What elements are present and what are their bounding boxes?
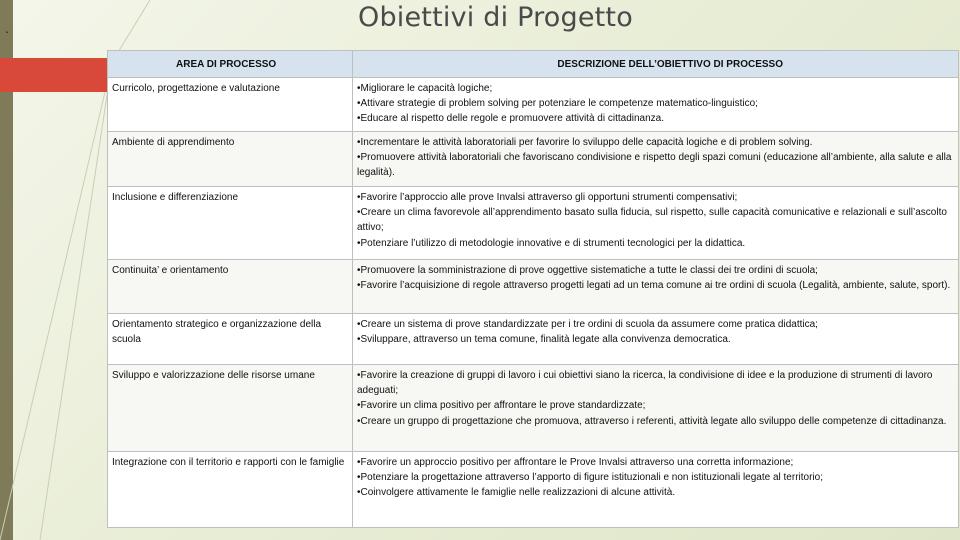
table-header-row [108,51,959,78]
objective-item: •Favorire la creazione di gruppi di lavoro i cui obiettivi siano la ricerca, la condivisione di idee e la produzione di strumenti di lavoro adeguati; [357,370,933,397]
objective-item: •Favorire l’approccio alle prove Invalsi attraverso gli opportuni strumenti compensativi; [357,192,738,203]
objective-item: •Educare al rispetto delle regole e promuovere attività di cittadinanza. [357,113,665,125]
area-cell: Inclusione e differenziazione [108,187,353,260]
objectives-table [107,50,959,528]
objective-cell [353,260,959,314]
table-row [108,365,959,452]
objective-item: •Potenziare l’utilizzo di metodologie innovative e di strumenti tecnologici per la didattica. [357,237,746,249]
slide-bullet-dot: . [5,20,9,36]
objective-item: •Migliorare le capacità logiche; [357,83,493,94]
area-cell: Continuita’ e orientamento [108,260,353,314]
objective-item: •Promuovere la somministrazione di prove oggettive sistematiche a tutte le classi dei tre ordini di scuola; [357,265,818,276]
objective-item: •Incrementare le attività laboratoriali per favorire lo sviluppo delle capacità logiche e di problem solving. [357,137,813,148]
objective-cell [353,187,959,260]
objective-item: •Potenziare la progettazione attraverso l’apporto di figure istituzionali e non istituzionali legate al territorio; [357,472,823,484]
objective-item: •Favorire un clima positivo per affrontare le prove standardizzate; [357,400,646,412]
area-cell: Ambiente di apprendimento [108,132,353,187]
objective-cell [353,314,959,365]
objective-item: •Sviluppare, attraverso un tema comune, finalità legate alla convivenza democratica. [357,334,731,346]
area-cell: Curricolo, progettazione e valutazione [108,78,353,132]
objective-item: •Favorire l’acquisizione di regole attraverso progetti legati ad un tema comune ai tre ordini di scuola (Legalità, ambiente, salute, sport). [357,280,951,292]
table-row [108,314,959,365]
objective-cell [353,78,959,132]
objective-item: •Coinvolgere attivamente le famiglie nelle realizzazioni di alcune attività. [357,487,676,499]
header-description: DESCRIZIONE DELL’OBIETTIVO DI PROCESSO [353,51,959,78]
red-arrow-shape [0,58,124,92]
table-row [108,78,959,132]
objective-item: •Favorire un approccio positivo per affrontare le Prove Invalsi attraverso una corretta informazione; [357,457,794,468]
area-cell: Orientamento strategico e organizzazione della scuola [108,314,353,365]
area-cell: Sviluppo e valorizzazione delle risorse umane [108,365,353,452]
table-body [108,78,959,528]
objective-item: •Attivare strategie di problem solving per potenziare le competenze matematico-linguistico; [357,98,758,110]
objective-cell [353,452,959,528]
table-row [108,452,959,528]
table-row [108,260,959,314]
area-cell: Integrazione con il territorio e rapporti con le famiglie [108,452,353,528]
objective-item: •Creare un sistema di prove standardizzate per i tre ordini di scuola da assumere come pratica didattica; [357,319,818,330]
objective-cell [353,365,959,452]
objective-item: •Creare un clima favorevole all’apprendimento basato sulla fiducia, sul rispetto, sulle capacità comunicative e relazionali e sull’ascolto attivo; [357,207,947,234]
objective-cell [353,132,959,187]
objective-item: •Promuovere attività laboratoriali che favoriscano condivisione e rispetto degli spazi comuni (educazione all’ambiente, alla salute e alla legalità). [357,152,952,179]
table-row [108,132,959,187]
slide-title: Obiettivi di Progetto [358,2,633,33]
objective-item: •Creare un gruppo di progettazione che promuova, attraverso i referenti, attività legate allo sviluppo delle competenze di cittadinanza. [357,415,947,427]
header-area: AREA DI PROCESSO [108,51,353,78]
table-row [108,187,959,260]
